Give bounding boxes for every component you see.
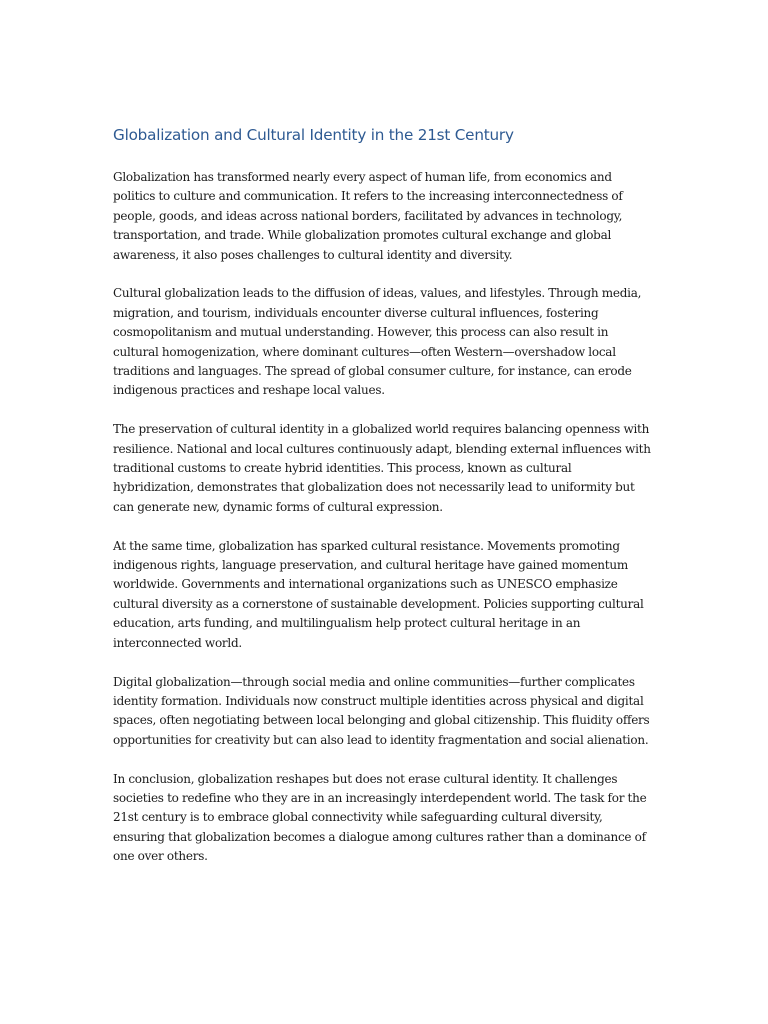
- paragraph-line: cultural homogenization, where dominant cultures—often Western—overshadow local: [113, 344, 616, 359]
- document-title: Globalization and Cultural Identity in the 21st Century: [113, 126, 514, 144]
- paragraph-line: identity formation. Individuals now construct multiple identities across physical and digital: [113, 693, 644, 708]
- paragraph-line: politics to culture and communication. It refers to the increasing interconnectedness of: [113, 189, 623, 204]
- paragraph-line: Cultural globalization leads to the diffusion of ideas, values, and lifestyles. Through media,: [113, 286, 642, 301]
- paragraph-1: [113, 168, 663, 265]
- paragraph-line: Digital globalization—through social media and online communities—further complicates: [113, 674, 635, 689]
- paragraph-line: Globalization has transformed nearly every aspect of human life, from economics and: [113, 170, 612, 184]
- paragraph-line: transportation, and trade. While globalization promotes cultural exchange and global: [113, 228, 612, 243]
- paragraph-line: In conclusion, globalization reshapes but does not erase cultural identity. It challenges: [113, 771, 618, 786]
- document-body: [113, 168, 663, 886]
- paragraph-line: indigenous practices and reshape local values.: [113, 383, 385, 398]
- paragraph-4: [113, 537, 663, 653]
- paragraph-line: cosmopolitanism and mutual understanding. However, this process can also result in: [113, 325, 609, 340]
- paragraph-line: spaces, often negotiating between local belonging and global citizenship. This fluidity offers: [113, 713, 650, 728]
- paragraph-line: At the same time, globalization has sparked cultural resistance. Movements promoting: [113, 538, 620, 553]
- paragraph-line: traditional customs to create hybrid identities. This process, known as cultural: [113, 461, 572, 476]
- paragraph-line: resilience. National and local cultures continuously adapt, blending external influences with: [113, 441, 651, 456]
- paragraph-5: [113, 673, 663, 751]
- paragraph-line: awareness, it also poses challenges to cultural identity and diversity.: [113, 247, 513, 262]
- paragraph-line: can generate new, dynamic forms of cultural expression.: [113, 499, 443, 514]
- paragraph-line: worldwide. Governments and international organizations such as UNESCO emphasize: [113, 577, 618, 592]
- paragraph-line: indigenous rights, language preservation, and cultural heritage have gained momentum: [113, 558, 628, 573]
- paragraph-line: one over others.: [113, 849, 208, 864]
- paragraph-line: opportunities for creativity but can also lead to identity fragmentation and social alienation.: [113, 732, 649, 747]
- paragraph-line: interconnected world.: [113, 635, 242, 650]
- paragraph-line: traditions and languages. The spread of global consumer culture, for instance, can erode: [113, 364, 632, 379]
- paragraph-3: [113, 420, 663, 517]
- paragraph-line: 21st century is to embrace global connectivity while safeguarding cultural diversity,: [113, 810, 603, 825]
- paragraph-line: education, arts funding, and multilingualism help protect cultural heritage in an: [113, 616, 581, 631]
- paragraph-line: hybridization, demonstrates that globalization does not necessarily lead to uniformity but: [113, 480, 635, 495]
- paragraph-2: [113, 284, 663, 400]
- paragraph-line: The preservation of cultural identity in a globalized world requires balancing openness with: [113, 422, 650, 437]
- paragraph-line: ensuring that globalization becomes a dialogue among cultures rather than a dominance of: [113, 829, 646, 844]
- paragraph-line: cultural diversity as a cornerstone of sustainable development. Policies supporting cultural: [113, 596, 644, 611]
- paragraph-6: [113, 770, 663, 867]
- paragraph-line: societies to redefine who they are in an increasingly interdependent world. The task for the: [113, 790, 647, 805]
- paragraph-line: people, goods, and ideas across national borders, facilitated by advances in technology,: [113, 208, 623, 223]
- paragraph-line: migration, and tourism, individuals encounter diverse cultural influences, fostering: [113, 305, 599, 320]
